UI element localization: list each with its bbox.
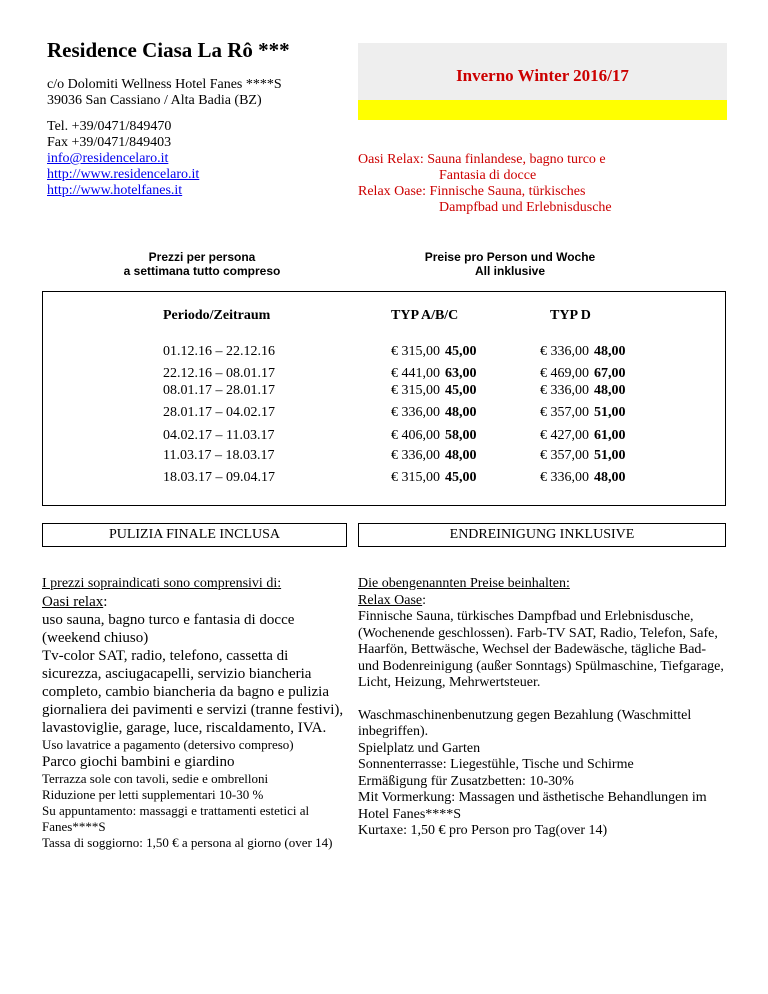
it-oasi-text: uso sauna, bagno turco e fantasia di docce (weekend chiuso) bbox=[42, 611, 295, 646]
hotel-website-link[interactable]: http://www.hotelfanes.it bbox=[47, 183, 183, 198]
italian-inclusions: I prezzi sopraindicati sono comprensivi di: Oasi relax: uso sauna, bagno turco e fantasia di docce (weekend chiuso) Tv-color SAT, radio, telefono, cassetta di sicurezza, asciugacapelli, servizio biancheria completo, cambio biancheria da bagno e pulizia giornaliera dei pavimenti e servizi (tranne festivi), lavastoviglie, garage, luce, riscaldamento, IVA. Uso lavatrice a pagamento (detersivo compreso) Parco giochi bambini e giardino Terrazza sole con tavoli, sedie e ombrelloni Riduzione per letti supplementari 10-30 % Su appuntamento: massaggi e trattamenti estetici al Fanes****S Tassa di soggiorno: 1,50 € a persona al giorno (over 14) bbox=[42, 576, 347, 851]
price-abc-day: 45,00 bbox=[445, 344, 477, 359]
header-typ-d: TYP D bbox=[550, 308, 591, 323]
de-oasi-label: Relax Oase bbox=[358, 592, 423, 608]
oasi-line-4: Dampfbad und Erlebnisdusche bbox=[439, 200, 612, 215]
price-d-day: 51,00 bbox=[594, 448, 626, 463]
price-abc-cell bbox=[391, 383, 477, 399]
price-d-week: € 469,00 bbox=[540, 366, 589, 381]
price-abc-cell bbox=[391, 344, 477, 360]
it-massage: Su appuntamento: massaggi e trattamenti estetici al Fanes****S bbox=[42, 802, 310, 834]
price-d-week: € 336,00 bbox=[540, 344, 589, 359]
address-line-1: c/o Dolomiti Wellness Hotel Fanes ****S bbox=[47, 77, 282, 92]
it-terrace: Terrazza sole con tavoli, sedie e ombrelloni bbox=[42, 770, 269, 786]
price-abc-day: 63,00 bbox=[445, 366, 477, 381]
price-d-week: € 357,00 bbox=[540, 405, 589, 420]
oasi-line-1: Oasi Relax: Sauna finlandese, bagno turco e bbox=[358, 152, 606, 167]
de-laundry: Waschmaschinenbenutzung gegen Bezahlung (Waschmittel inbegriffen). bbox=[358, 707, 692, 739]
price-abc-cell bbox=[391, 366, 477, 382]
pricing-label-it-line-2: a settimana tutto compreso bbox=[123, 264, 281, 278]
final-cleaning-note-de: ENDREINIGUNG INKLUSIVE bbox=[358, 523, 726, 547]
season-title: Inverno Winter 2016/17 bbox=[456, 66, 629, 85]
period-cell: 22.12.16 – 08.01.17 bbox=[163, 366, 275, 381]
price-d-day: 48,00 bbox=[594, 383, 626, 398]
oasi-line-3: Relax Oase: Finnische Sauna, türkisches bbox=[358, 184, 586, 199]
de-reduction: Ermäßigung für Zusatzbetten: 10-30% bbox=[358, 773, 574, 789]
it-laundry: Uso lavatrice a pagamento (detersivo compreso) bbox=[42, 736, 294, 752]
price-abc-cell bbox=[391, 448, 477, 464]
price-d-week: € 336,00 bbox=[540, 470, 589, 485]
price-d-cell bbox=[540, 366, 626, 382]
price-abc-day: 45,00 bbox=[445, 470, 477, 485]
price-abc-day: 58,00 bbox=[445, 428, 477, 443]
price-d-cell bbox=[540, 428, 626, 444]
email-link[interactable]: info@residencelaro.it bbox=[47, 151, 169, 166]
de-massage: Mit Vormerkung: Massagen und ästhetische Behandlungen im Hotel Fanes****S bbox=[358, 790, 707, 822]
it-amenities: Tv-color SAT, radio, telefono, cassetta di sicurezza, asciugacapelli, servizio biancheria completo, cambio biancheria da bagno e pulizia giornaliera dei pavimenti e servizi (tranne festivi), lavastoviglie, garage, luce, riscaldamento, IVA. bbox=[42, 647, 344, 736]
header-typ-abc: TYP A/B/C bbox=[391, 308, 459, 323]
it-tax: Tassa di soggiorno: 1,50 € a persona al giorno (over 14) bbox=[42, 834, 333, 850]
it-playground: Parco giochi bambini e giardino bbox=[42, 753, 235, 770]
pricing-label-it bbox=[42, 250, 362, 278]
price-d-week: € 427,00 bbox=[540, 428, 589, 443]
price-d-week: € 336,00 bbox=[540, 383, 589, 398]
season-yellow-bar bbox=[358, 100, 727, 120]
price-d-cell bbox=[540, 405, 626, 421]
residence-website-link[interactable]: http://www.residencelaro.it bbox=[47, 167, 200, 182]
period-cell: 18.03.17 – 09.04.17 bbox=[163, 470, 275, 485]
price-abc-day: 48,00 bbox=[445, 448, 477, 463]
final-cleaning-note-it: PULIZIA FINALE INCLUSA bbox=[42, 523, 347, 547]
pricing-label-it-line-1: Prezzi per persona bbox=[148, 250, 256, 264]
price-abc-week: € 441,00 bbox=[391, 366, 440, 381]
price-abc-week: € 336,00 bbox=[391, 405, 440, 420]
german-inclusions: Die obengenannten Preise beinhalten: Relax Oase: Finnische Sauna, türkisches Dampfbad und Erlebnisdusche, (Wochenende geschlossen). Farb-TV SAT, Radio, Telefon, Safe, Haarfön, Bettwäsche, Wechsel der Badewäsche, tägliche Bad- und Bodenreinigung (außer Sonntags) Spülmaschine, Tiefgarage, Licht, Heizung, Mehrwertsteuer. Waschmaschinenbenutzung gegen Bezahlung (Waschmittel inbegriffen). Spielplatz und Garten Sonnenterrasse: Liegestühle, Tische und Schirme Ermäßigung für Zusatzbetten: 10-30% Mit Vormerkung: Massagen und ästhetische Behandlungen im Hotel Fanes****S Kurtaxe: 1,50 € pro Person pro Tag(over 14) bbox=[358, 576, 726, 840]
tel-line: Tel. +39/0471/849470 bbox=[47, 119, 172, 134]
de-terrace: Sonnenterrasse: Liegestühle, Tische und Schirme bbox=[358, 757, 634, 772]
de-amenities: Finnische Sauna, türkisches Dampfbad und Erlebnisdusche, (Wochenende geschlossen). Farb-TV SAT, Radio, Telefon, Safe, Haarfön, Bettwäsche, Wechsel der Badewäsche, tägliche Bad- und Bodenreinigung (außer Sonntags) Spülmaschine, Tiefgarage, Licht, Heizung, Mehrwertsteuer. bbox=[358, 609, 724, 690]
price-abc-cell bbox=[391, 405, 477, 421]
header-period: Periodo/Zeitraum bbox=[163, 308, 271, 323]
oasi-line-2: Fantasia di docce bbox=[439, 168, 537, 183]
price-abc-week: € 315,00 bbox=[391, 470, 440, 485]
price-d-cell bbox=[540, 344, 626, 360]
price-abc-week: € 336,00 bbox=[391, 448, 440, 463]
de-playground: Spielplatz und Garten bbox=[358, 740, 481, 756]
price-abc-day: 45,00 bbox=[445, 383, 477, 398]
price-abc-cell bbox=[391, 470, 477, 486]
period-cell: 11.03.17 – 18.03.17 bbox=[163, 448, 275, 463]
fax-line: Fax +39/0471/849403 bbox=[47, 135, 172, 150]
price-d-cell bbox=[540, 383, 626, 399]
de-tax: Kurtaxe: 1,50 € pro Person pro Tag(over 14) bbox=[358, 823, 608, 838]
address-line-2: 39036 San Cassiano / Alta Badia (BZ) bbox=[47, 93, 262, 108]
price-d-day: 48,00 bbox=[594, 470, 626, 485]
price-d-day: 48,00 bbox=[594, 344, 626, 359]
price-d-cell bbox=[540, 448, 626, 464]
price-d-day: 67,00 bbox=[594, 366, 626, 381]
price-abc-week: € 315,00 bbox=[391, 344, 440, 359]
period-cell: 08.01.17 – 28.01.17 bbox=[163, 383, 275, 398]
price-d-day: 51,00 bbox=[594, 405, 626, 420]
it-reduction: Riduzione per letti supplementari 10-30 % bbox=[42, 786, 264, 802]
pricing-label-de bbox=[360, 250, 660, 278]
price-abc-cell bbox=[391, 428, 477, 444]
price-abc-day: 48,00 bbox=[445, 405, 477, 420]
pricing-label-de-line-2: All inklusive bbox=[474, 264, 546, 278]
residence-title: Residence Ciasa La Rô *** bbox=[47, 38, 290, 62]
period-cell: 01.12.16 – 22.12.16 bbox=[163, 344, 275, 359]
price-abc-week: € 406,00 bbox=[391, 428, 440, 443]
price-d-day: 61,00 bbox=[594, 428, 626, 443]
it-oasi-label: Oasi relax bbox=[42, 593, 104, 610]
it-intro: I prezzi sopraindicati sono comprensivi di: bbox=[42, 576, 282, 591]
pricing-label-de-line-1: Preise pro Person und Woche bbox=[424, 250, 596, 264]
price-abc-week: € 315,00 bbox=[391, 383, 440, 398]
price-d-week: € 357,00 bbox=[540, 448, 589, 463]
period-cell: 28.01.17 – 04.02.17 bbox=[163, 405, 275, 420]
period-cell: 04.02.17 – 11.03.17 bbox=[163, 428, 275, 443]
price-d-cell bbox=[540, 470, 626, 486]
de-intro: Die obengenannten Preise beinhalten: bbox=[358, 576, 570, 591]
